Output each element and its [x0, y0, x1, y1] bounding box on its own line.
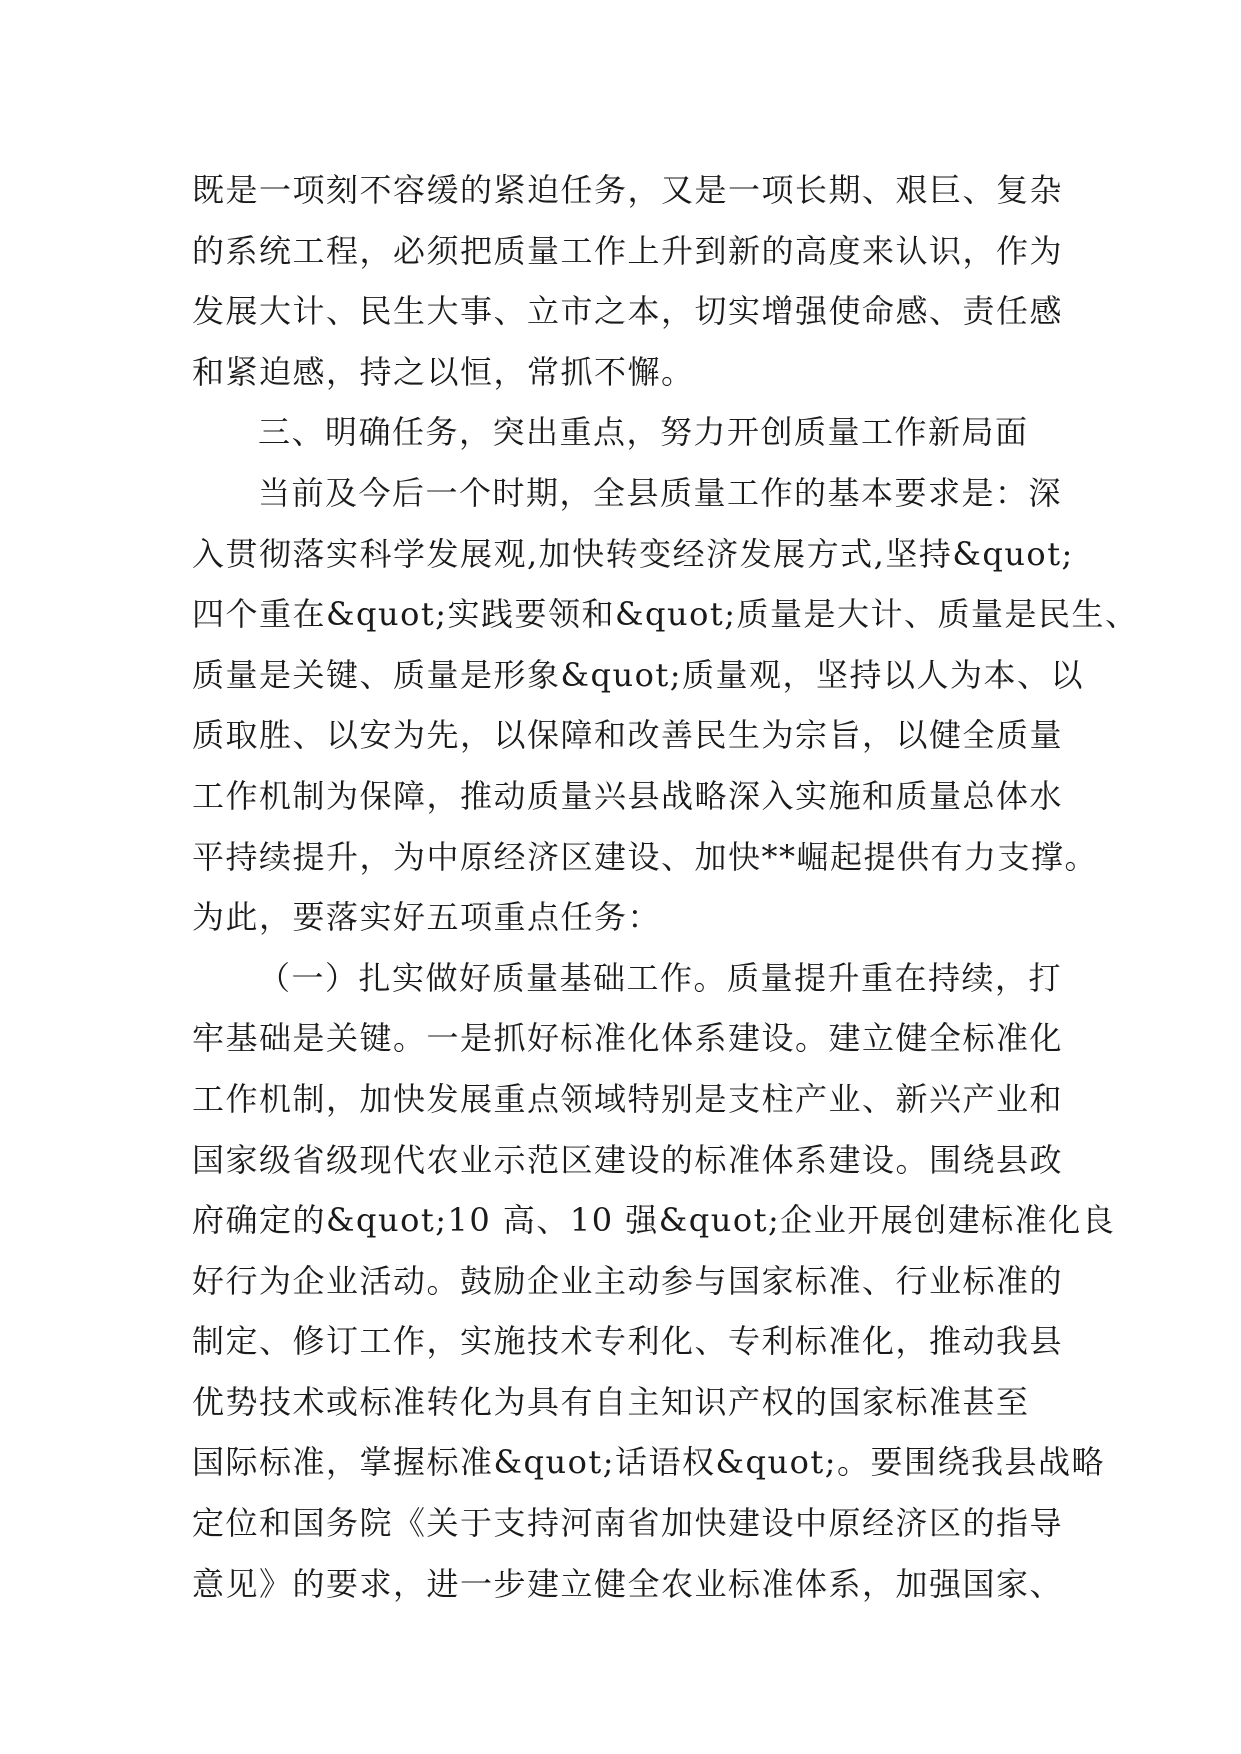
- text-line: 国家级省级现代农业示范区建设的标准体系建设。围绕县政: [192, 1140, 1064, 1179]
- text-line: 平持续提升，为中原经济区建设、加快**崛起提供有力支撑。: [192, 837, 1099, 876]
- text-line: 为此，要落实好五项重点任务：: [192, 898, 662, 937]
- text-line: 的系统工程，必须把质量工作上升到新的高度来认识，作为: [192, 231, 1064, 270]
- text-line: 优势技术或标准转化为具有自主知识产权的国家标准甚至: [192, 1382, 1030, 1421]
- text-line: 牢基础是关键。一是抓好标准化体系建设。建立健全标准化: [192, 1019, 1064, 1058]
- text-line: 入贯彻落实科学发展观,加快转变经济发展方式,坚持&quot;: [192, 534, 1074, 573]
- text-line: 工作机制，加快发展重点领域特别是支柱产业、新兴产业和: [192, 1079, 1064, 1118]
- text-line: 府确定的&quot;10 高、10 强&quot;企业开展创建标准化良: [192, 1201, 1116, 1240]
- text-line: 意见》的要求，进一步建立健全农业标准体系，加强国家、: [192, 1564, 1064, 1603]
- text-line: 四个重在&quot;实践要领和&quot;质量是大计、质量是民生、: [192, 595, 1139, 634]
- text-line: 工作机制为保障，推动质量兴县战略深入实施和质量总体水: [192, 776, 1064, 815]
- text-line: （一）扎实做好质量基础工作。质量提升重在持续，打: [258, 958, 1063, 997]
- text-line: 质量是关键、质量是形象&quot;质量观，坚持以人为本、以: [192, 655, 1084, 694]
- section-heading: 三、明确任务，突出重点，努力开创质量工作新局面: [258, 413, 1029, 452]
- text-line: 发展大计、民生大事、立市之本，切实增强使命感、责任感: [192, 292, 1064, 331]
- text-line: 质取胜、以安为先，以保障和改善民生为宗旨，以健全质量: [192, 716, 1064, 755]
- text-line: 既是一项刻不容缓的紧迫任务，又是一项长期、艰巨、复杂: [192, 171, 1064, 209]
- text-line: 好行为企业活动。鼓励企业主动参与国家标准、行业标准的: [192, 1261, 1064, 1300]
- text-line: 定位和国务院《关于支持河南省加快建设中原经济区的指导: [192, 1504, 1064, 1543]
- text-line: 当前及今后一个时期，全县质量工作的基本要求是：深: [258, 473, 1063, 512]
- body-text: [192, 160, 1139, 1614]
- text-line: 国际标准，掌握标准&quot;话语权&quot;。要围绕我县战略: [192, 1443, 1105, 1482]
- text-line: 制定、修订工作，实施技术专利化、专利标准化，推动我县: [192, 1322, 1064, 1361]
- text-line: 和紧迫感，持之以恒，常抓不懈。: [192, 352, 695, 391]
